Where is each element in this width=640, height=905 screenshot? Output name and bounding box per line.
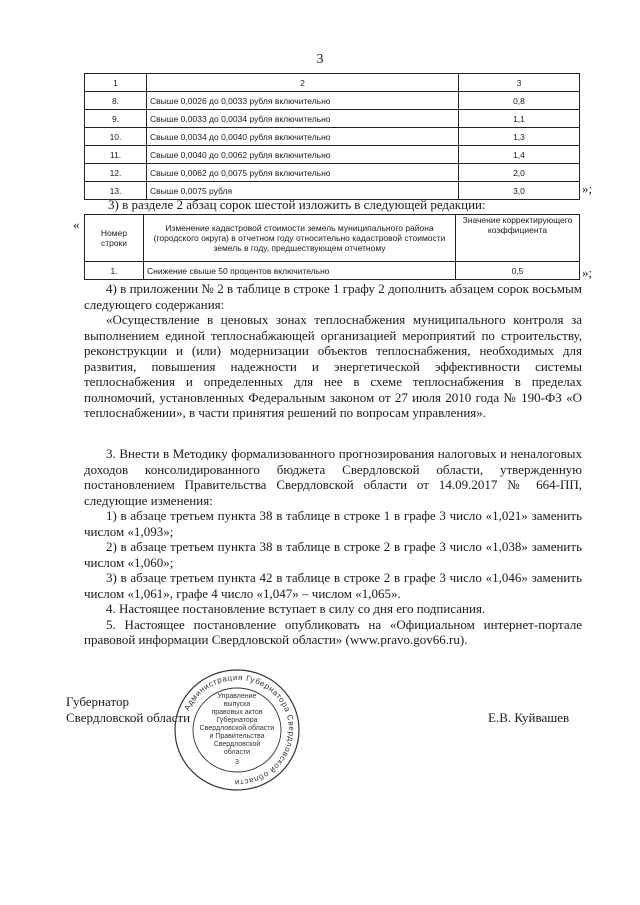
page-number: 3 xyxy=(316,52,324,67)
paragraph: 1) в абзаце третьем пункта 38 в таблице в строке 1 в графе 3 число «1,021» заменить числом «1,093»; xyxy=(84,508,582,539)
paragraph: 3. Внести в Методику формализованного прогнозирования налоговых и неналоговых доходов консолидированного бюджета Свердловской области, утвержденную постановлением Правительства Свердловской области от 14.09.2017 № 664-ПП, следующие изменения: xyxy=(84,446,582,508)
stamp-ring-text: Администрация Губернатора Свердловской области xyxy=(182,672,297,788)
table-cell: 8. xyxy=(85,92,147,110)
table-row xyxy=(85,128,580,146)
paragraph: 4) в приложении № 2 в таблице в строке 1 графу 2 дополнить абзацем сорок восьмым следующего содержания: xyxy=(84,281,582,312)
correction-coefficient-table xyxy=(84,214,580,280)
table-cell: 1,3 xyxy=(459,128,580,146)
table-cell: 0,5 xyxy=(456,262,580,280)
stamp-center-text: Управление xyxy=(217,693,257,700)
table-cell: 10. xyxy=(85,128,147,146)
paragraph: 5. Настоящее постановление опубликовать на «Официальном интернет-портале правовой информации Свердловской области» (www.pravo.gov66.ru). xyxy=(84,616,582,647)
table-row xyxy=(85,164,580,182)
item-3-text: 3) в разделе 2 абзац сорок шестой изложить в следующей редакции: xyxy=(108,197,486,212)
coefficients-table-continued xyxy=(84,73,580,200)
table-header-cell: Значение корректирующего коэффициента xyxy=(456,215,580,262)
paragraph: «Осуществление в ценовых зонах теплоснабжения муниципального контроля за выполнением единой теплоснабжающей организацией мероприятий по строительству, реконструкции и (или) модернизации объектов теплоснабжения, необходимых для развития, повышения надежности и энергетической эффективности системы теплоснабжения и определенных для нее в схеме теплоснабжения в пределах полномочий, установленных Федеральным законом от 27 июля 2010 года № 190-ФЗ «О теплоснабжении», в части принятия решений по вопросам управления». xyxy=(84,312,582,420)
stamp-center-text: области xyxy=(223,749,251,756)
table-row xyxy=(85,110,580,128)
table-header-row xyxy=(85,215,580,262)
stamp-center-text: 3 xyxy=(235,759,239,766)
table-cell: 1 xyxy=(85,74,147,92)
table-cell: Снижение свыше 50 процентов включительно xyxy=(144,262,456,280)
table-opening-quote: « xyxy=(73,217,80,232)
table-cell: 13. xyxy=(85,182,147,200)
table-cell: Свыше 0,0075 рубля xyxy=(147,182,459,200)
table-cell: 3,0 xyxy=(459,182,580,200)
table-row xyxy=(85,92,580,110)
official-seal-stamp xyxy=(172,668,302,792)
table-cell: Свыше 0,0062 до 0,0075 рубля включительно xyxy=(147,164,459,182)
paragraph: 4. Настоящее постановление вступает в силу со дня его подписания. xyxy=(106,601,486,616)
table-row xyxy=(85,146,580,164)
document-body-section-3 xyxy=(84,446,582,648)
table-cell: Свыше 0,0040 до 0,0062 рубля включительно xyxy=(147,146,459,164)
stamp-center-text: Свердловской области xyxy=(199,725,275,732)
table-row xyxy=(85,262,580,280)
stamp-center-text: Свердловской xyxy=(213,741,261,748)
table-cell: 0,8 xyxy=(459,92,580,110)
table-cell: 11. xyxy=(85,146,147,164)
stamp-center-text: выпуска xyxy=(223,701,251,708)
table-cell: 2,0 xyxy=(459,164,580,182)
table-cell: 9. xyxy=(85,110,147,128)
table-closing-quote: »; xyxy=(582,181,593,196)
table-header-row xyxy=(85,74,580,92)
stamp-center-text: Губернатора xyxy=(216,717,258,724)
table-cell: 1,1 xyxy=(459,110,580,128)
table-cell: Свыше 0,0026 до 0,0033 рубля включительно xyxy=(147,92,459,110)
table-header-cell: Изменение кадастровой стоимости земель муниципального района (городского округа) в отчетном году относительно кадастровой стоимости земель в году, предшествующем отчетному xyxy=(144,215,456,262)
table-cell: Свыше 0,0034 до 0,0040 рубля включительно xyxy=(147,128,459,146)
paragraph: 3) в абзаце третьем пункта 42 в таблице в строке 2 в графе 3 число «1,046» заменить числом «1,061», графе 4 число «1,047» – числом «1,065». xyxy=(84,570,582,601)
signatory-name: Е.В. Куйвашев xyxy=(488,710,570,725)
table-header-cell: Номер строки xyxy=(85,215,144,262)
document-body xyxy=(84,281,582,421)
signature-position-line: Свердловской области xyxy=(66,710,191,725)
paragraph: 2) в абзаце третьем пункта 38 в таблице в строке 2 в графе 3 число «1,038» заменить числом «1,060»; xyxy=(84,539,582,570)
table-cell: Свыше 0,0033 до 0,0034 рубля включительно xyxy=(147,110,459,128)
stamp-center-text: и Правительства xyxy=(209,733,265,740)
table-cell: 12. xyxy=(85,164,147,182)
table-cell: 2 xyxy=(147,74,459,92)
table-cell: 3 xyxy=(459,74,580,92)
table-cell: 1,4 xyxy=(459,146,580,164)
signature-position-line: Губернатор xyxy=(66,694,129,709)
table-cell: 1. xyxy=(85,262,144,280)
stamp-center-text: правовых актов xyxy=(211,709,263,716)
table-closing-quote: »; xyxy=(582,265,593,280)
